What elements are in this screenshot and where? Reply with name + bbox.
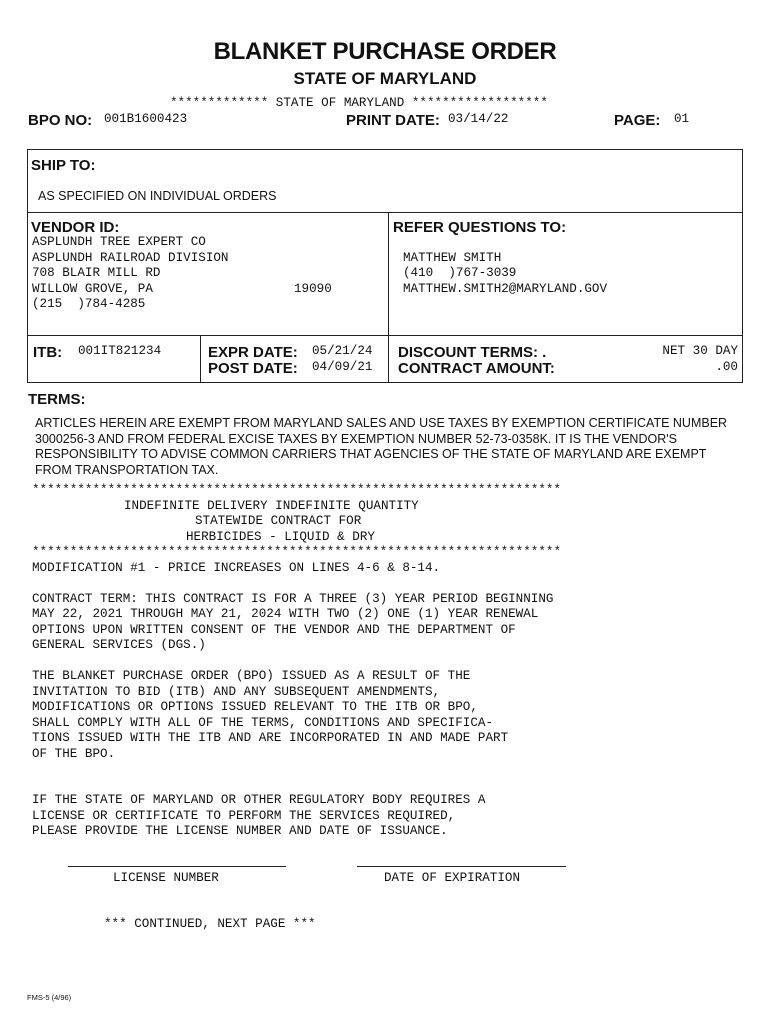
vendor-zip: 19090 [294, 282, 332, 296]
terms-paragraph: ARTICLES HEREIN ARE EXEMPT FROM MARYLAND SALES AND USE TAXES BY EXEMPTION CERTIFICATE NUMBER 3000256-3 AND FROM FEDERAL EXCISE TAXES BY EXEMPTION NUMBER 52-73-0358K. IT IS THE VENDOR'S RESPONSIBILITY TO ADVISE COMMON CARRIERS THAT AGENCIES OF THE STATE OF MARYLAND ARE EXEMPT FROM TRANSPORTATION TAX. [35, 416, 728, 477]
bpo-paragraph-line-6: OF THE BPO. [32, 747, 116, 761]
bpo-paragraph-line-4: SHALL COMPLY WITH ALL OF THE TERMS, CONDITIONS AND SPECIFICA- [32, 716, 494, 730]
stars-divider-bottom: ********************************************************************** [32, 545, 562, 559]
contract-amount-value: .00 [715, 360, 738, 374]
contract-heading-line-2: STATEWIDE CONTRACT FOR [195, 514, 362, 528]
discount-terms-value: NET 30 DAY [662, 344, 738, 358]
itb-dates-divider [200, 335, 201, 383]
stars-divider-top: ********************************************************************** [32, 483, 562, 497]
document-title: BLANKET PURCHASE ORDER [213, 38, 557, 65]
itb-label: ITB: [33, 344, 63, 361]
date-of-expiration-label: DATE OF EXPIRATION [384, 871, 521, 885]
license-paragraph-line-3: PLEASE PROVIDE THE LICENSE NUMBER AND DATE OF ISSUANCE. [32, 824, 448, 838]
contract-term-line-2: MAY 22, 2021 THROUGH MAY 21, 2024 WITH TWO (2) ONE (1) YEAR RENEWAL [32, 607, 539, 621]
post-date-value: 04/09/21 [312, 360, 373, 374]
page-label: PAGE: [614, 112, 661, 129]
vendor-phone: (215 )784-4285 [32, 297, 146, 311]
license-number-field-line[interactable] [68, 866, 286, 867]
vendor-name: ASPLUNDH TREE EXPERT CO [32, 235, 206, 249]
print-date-label: PRINT DATE: [346, 112, 440, 129]
contract-heading-line-1: INDEFINITE DELIVERY INDEFINITE QUANTITY [124, 499, 419, 513]
post-date-label: POST DATE: [208, 360, 298, 377]
discount-terms-label: DISCOUNT TERMS: . [398, 344, 547, 361]
print-date-value: 03/14/22 [448, 112, 509, 126]
bpo-paragraph-line-1: THE BLANKET PURCHASE ORDER (BPO) ISSUED AS A RESULT OF THE [32, 669, 471, 683]
itb-value: 001IT821234 [78, 344, 162, 358]
bpo-paragraph-line-3: MODIFICATIONS OR OPTIONS ISSUED RELEVANT TO THE ITB OR BPO, [32, 700, 478, 714]
expr-date-label: EXPR DATE: [208, 344, 298, 361]
contact-phone: (410 )767-3039 [403, 266, 517, 280]
page-number-value: 01 [674, 112, 690, 126]
modification-note: MODIFICATION #1 - PRICE INCREASES ON LINES 4-6 & 8-14. [32, 561, 441, 575]
ship-to-label: SHIP TO: [31, 157, 96, 174]
form-id-footer: FMS-5 (4/96) [27, 993, 72, 1002]
bpo-number-value: 001B1600423 [104, 112, 188, 126]
vendor-division: ASPLUNDH RAILROAD DIVISION [32, 251, 229, 265]
contract-term-line-3: OPTIONS UPON WRITTEN CONSENT OF THE VENDOR AND THE DEPARTMENT OF [32, 623, 516, 637]
state-banner: ************* STATE OF MARYLAND ****************** [170, 96, 548, 110]
contract-term-line-1: CONTRACT TERM: THIS CONTRACT IS FOR A THREE (3) YEAR PERIOD BEGINNING [32, 592, 554, 606]
bpo-number-label: BPO NO: [28, 112, 93, 129]
bpo-paragraph-line-5: TIONS ISSUED WITH THE ITB AND ARE INCORPORATED IN AND MADE PART [32, 731, 509, 745]
itb-dates-box [27, 335, 743, 383]
contact-name: MATTHEW SMITH [403, 251, 502, 265]
refer-questions-label: REFER QUESTIONS TO: [393, 219, 567, 236]
license-number-label: LICENSE NUMBER [113, 871, 219, 885]
expiration-date-field-line[interactable] [357, 866, 566, 867]
ship-to-box [27, 149, 743, 213]
document-subtitle: STATE OF MARYLAND [293, 69, 477, 88]
vendor-city-state: WILLOW GROVE, PA [32, 282, 153, 296]
bpo-paragraph-line-2: INVITATION TO BID (ITB) AND ANY SUBSEQUENT AMENDMENTS, [32, 685, 441, 699]
license-paragraph-line-2: LICENSE OR CERTIFICATE TO PERFORM THE SERVICES REQUIRED, [32, 809, 456, 823]
license-paragraph-line-1: IF THE STATE OF MARYLAND OR OTHER REGULATORY BODY REQUIRES A [32, 793, 486, 807]
contract-amount-label: CONTRACT AMOUNT: [398, 360, 555, 377]
ship-to-value: AS SPECIFIED ON INDIVIDUAL ORDERS [38, 189, 277, 203]
vendor-address: 708 BLAIR MILL RD [32, 266, 161, 280]
contract-term-line-4: GENERAL SERVICES (DGS.) [32, 638, 206, 652]
contact-email[interactable]: MATTHEW.SMITH2@MARYLAND.GOV [403, 282, 608, 296]
terms-label: TERMS: [28, 391, 86, 408]
contract-heading-line-3: HERBICIDES - LIQUID & DRY [186, 530, 375, 544]
expr-date-value: 05/21/24 [312, 344, 373, 358]
vendor-id-label: VENDOR ID: [31, 219, 120, 236]
continued-next-page-note: *** CONTINUED, NEXT PAGE *** [104, 917, 316, 931]
